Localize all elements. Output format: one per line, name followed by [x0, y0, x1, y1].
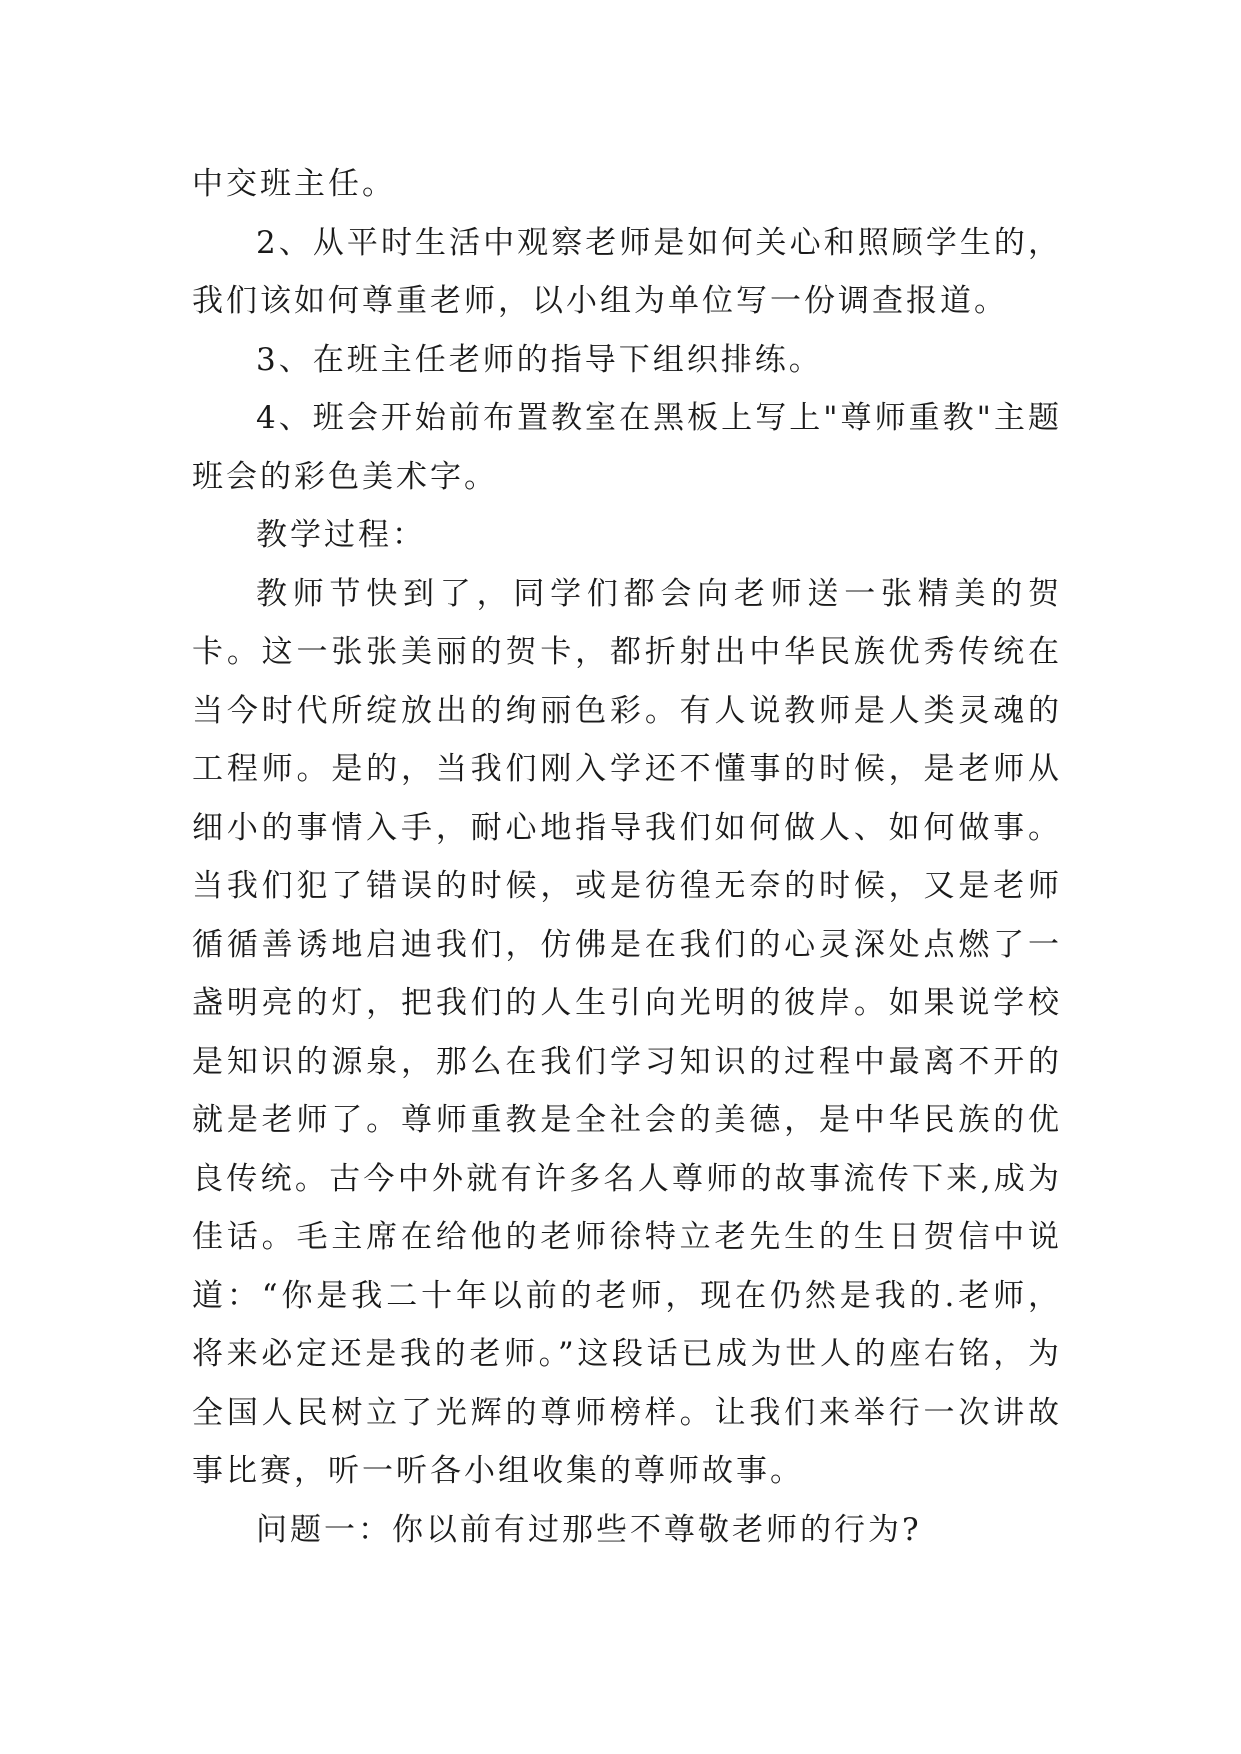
paragraph-item-4: 4、班会开始前布置教室在黑板上写上"尊师重教"主题班会的彩色美术字。 [192, 400, 1062, 495]
paragraph-item-3: 3、在班主任老师的指导下组织排练。 [256, 341, 823, 378]
paragraph-teachers-day: 教师节快到了，同学们都会向老师送一张精美的贺卡。这一张张美丽的贺卡，都折射出中华民族优秀传统在当今时代所绽放出的绚丽色彩。有人说教师是人类灵魂的工程师。是的，当我们刚入学还不懂事的时候，是老师从细小的事情入手，耐心地指导我们如何做人、如何做事。当我们犯了错误的时候，或是彷徨无奈的时候，又是老师循循善诱地启迪我们，仿佛是在我们的心灵深处点燃了一盏明亮的灯，把我们的人生引向光明的彼岸。如果说学校是知识的源泉，那么在我们学习知识的过程中最离不开的就是老师了。尊师重教是全社会的美德，是中华民族的优良传统。古今中外就有许多名人尊师的故事流传下来,成为佳话。毛主席在给他的老师徐特立老先生的生日贺信中说道：“你是我二十年以前的老师，现在仍然是我的.老师，将来必定还是我的老师。”这段话已成为世人的座右铭，为全国人民树立了光辉的尊师榜样。让我们来举行一次讲故事比赛，听一听各小组收集的尊师故事。 [192, 575, 1062, 1489]
paragraph-continuation: 中交班主任。 [192, 166, 396, 202]
body-text [192, 155, 1062, 1559]
paragraph-item-2: 2、从平时生活中观察老师是如何关心和照顾学生的，我们该如何尊重老师，以小组为单位写一份调查报道。 [192, 224, 1062, 319]
section-heading-teaching-process: 教学过程： [256, 517, 426, 553]
question-one: 问题一：你以前有过那些不尊敬老师的行为? [256, 1511, 922, 1548]
